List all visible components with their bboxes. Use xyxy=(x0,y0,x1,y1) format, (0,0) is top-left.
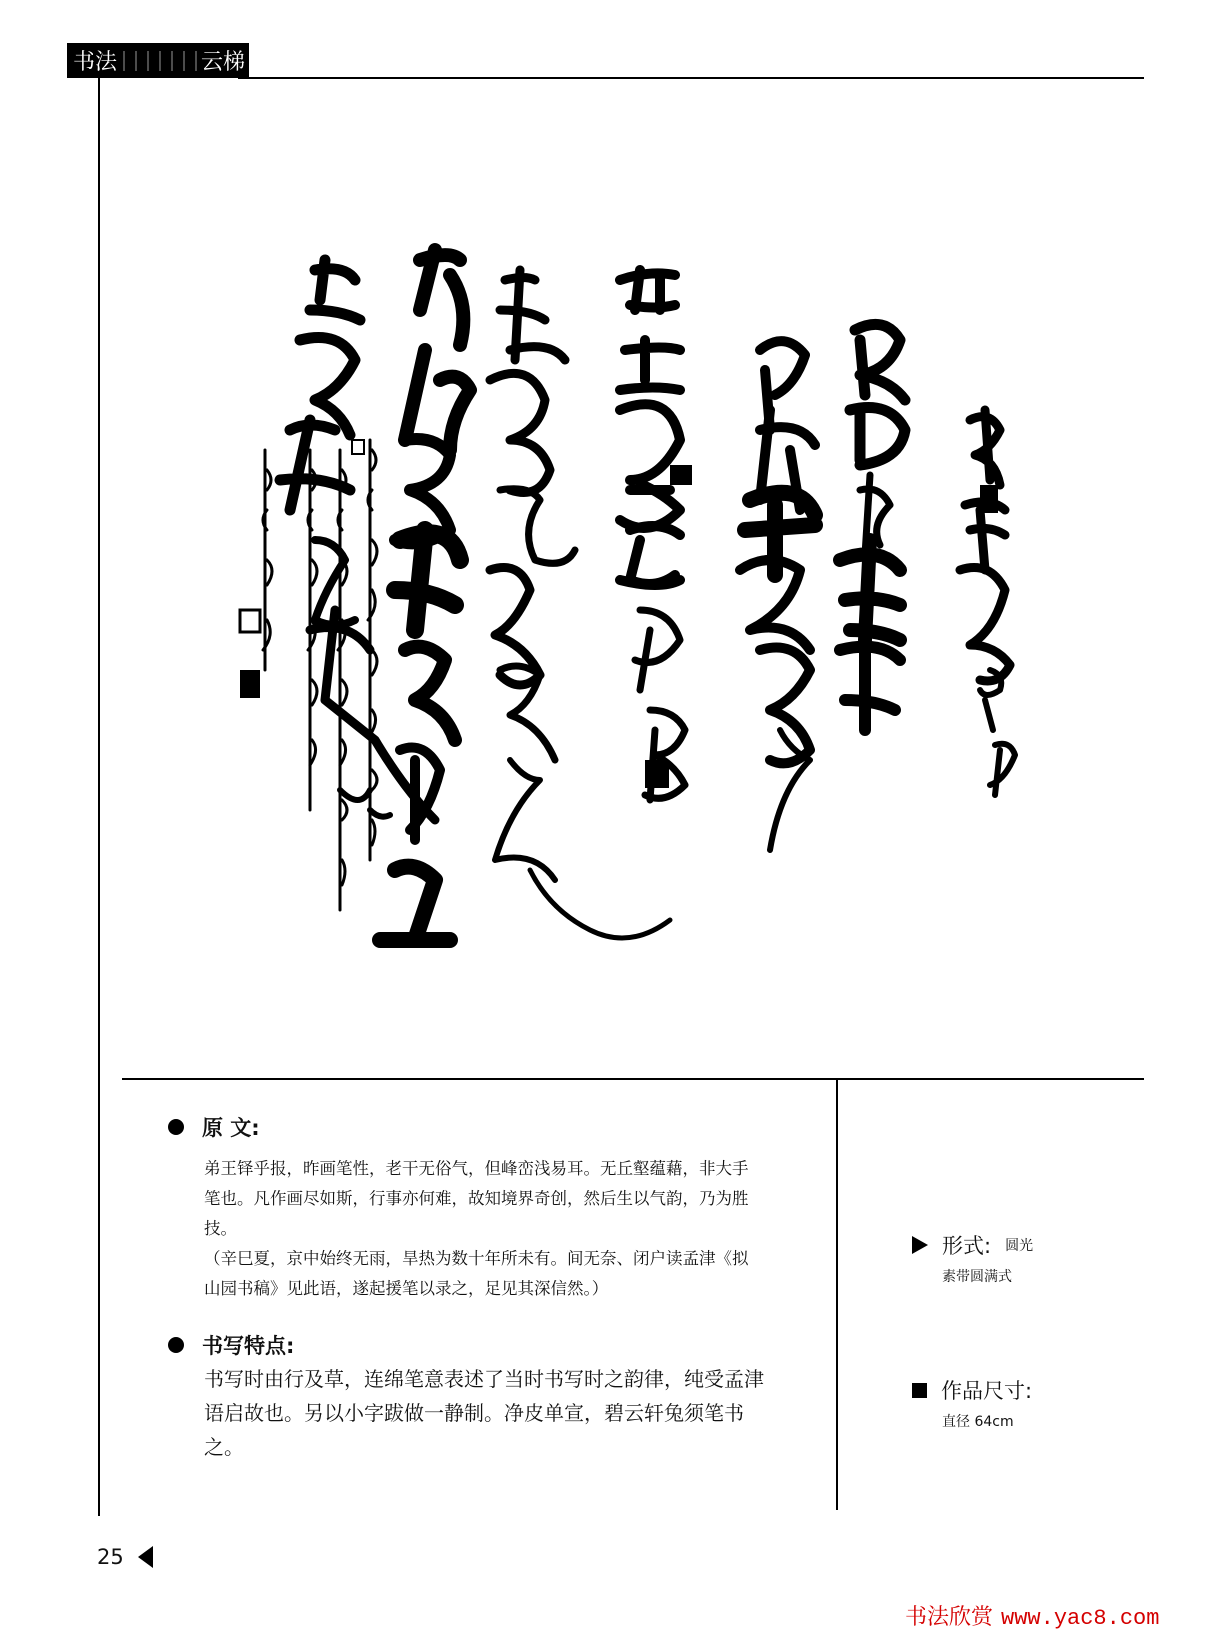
page-number-block xyxy=(97,1545,153,1569)
seal-top-right xyxy=(980,485,998,513)
left-rule-divider xyxy=(98,78,100,1516)
original-text-heading xyxy=(168,1112,764,1142)
watermark xyxy=(905,1600,1159,1631)
section-header-badge xyxy=(67,43,249,78)
triangle-right-icon xyxy=(912,1236,928,1254)
original-text-paragraph-2: （辛巳夏，京中始终无雨，旱热为数十年所未有。间无奈、闭户读孟津《拟山园书稿》见此语，遂起援笔以录之，足见其深信然。） xyxy=(204,1249,749,1298)
writing-features-body xyxy=(204,1362,774,1464)
writing-features-title: 书写特点: xyxy=(202,1334,295,1358)
form-sub-value: 素带圆满式 xyxy=(942,1269,1012,1285)
size-heading xyxy=(912,1375,1032,1405)
seal-lower xyxy=(645,760,669,788)
top-rule-divider xyxy=(238,77,1144,79)
writing-features-heading xyxy=(168,1330,774,1360)
page-number: 25 xyxy=(97,1545,124,1569)
original-text-paragraph-1: 弟王铎乎报，昨画笔性，老干无俗气，但峰峦浅易耳。无丘壑蕴藉，非大手笔也。凡作画尽如斯，行事亦何难，故知境界奇创，然后生以气韵，乃为胜技。 xyxy=(204,1159,749,1238)
calligraphy-column-1 xyxy=(960,410,1015,795)
calligraphy-artwork xyxy=(200,110,1180,1040)
size-label: 作品尺寸: xyxy=(941,1379,1033,1403)
form-label: 形式: xyxy=(942,1234,992,1258)
bullet-dot-icon xyxy=(168,1337,184,1353)
seal-colophon-name xyxy=(240,610,260,632)
seal-colophon-top xyxy=(352,440,364,454)
column-rule-divider xyxy=(836,1078,838,1510)
header-right-label: 云梯 xyxy=(201,50,246,75)
calligraphy-column-3 xyxy=(740,341,815,850)
writing-features-text: 书写时由行及草，连绵笔意表述了当时书写时之韵律，纯受孟津语启故也。另以小字跋做一静制。净皮单宣，碧云轩兔须笔书之。 xyxy=(204,1367,764,1459)
colophon-small-script xyxy=(263,440,377,910)
writing-features-section xyxy=(168,1330,774,1464)
calligraphy-column-6 xyxy=(380,250,470,940)
form-heading xyxy=(912,1230,1033,1260)
triangle-left-icon xyxy=(138,1546,153,1568)
middle-rule-divider xyxy=(122,1078,1144,1080)
bullet-dot-icon xyxy=(168,1119,184,1135)
seal-mid-left xyxy=(670,465,692,485)
original-text-title: 原 文: xyxy=(202,1116,260,1140)
header-left-label: 书法 xyxy=(73,50,118,75)
seal-colophon-bottom xyxy=(240,670,260,698)
calligraphy-column-4 xyxy=(620,270,685,800)
size-value: 直径 64cm xyxy=(942,1414,1014,1430)
calligraphy-column-2 xyxy=(840,324,905,730)
original-text-section xyxy=(168,1112,764,1304)
square-bullet-icon xyxy=(912,1383,927,1398)
form-info xyxy=(912,1230,1033,1286)
watermark-site-name: 书法欣赏 xyxy=(905,1605,994,1630)
original-text-body xyxy=(204,1154,764,1304)
form-value: 圆光 xyxy=(1005,1238,1034,1254)
calligraphy-image xyxy=(200,110,1180,1040)
size-info xyxy=(912,1375,1032,1431)
header-decorative-pattern xyxy=(119,51,199,71)
watermark-url: www.yac8.com xyxy=(1001,1606,1160,1631)
